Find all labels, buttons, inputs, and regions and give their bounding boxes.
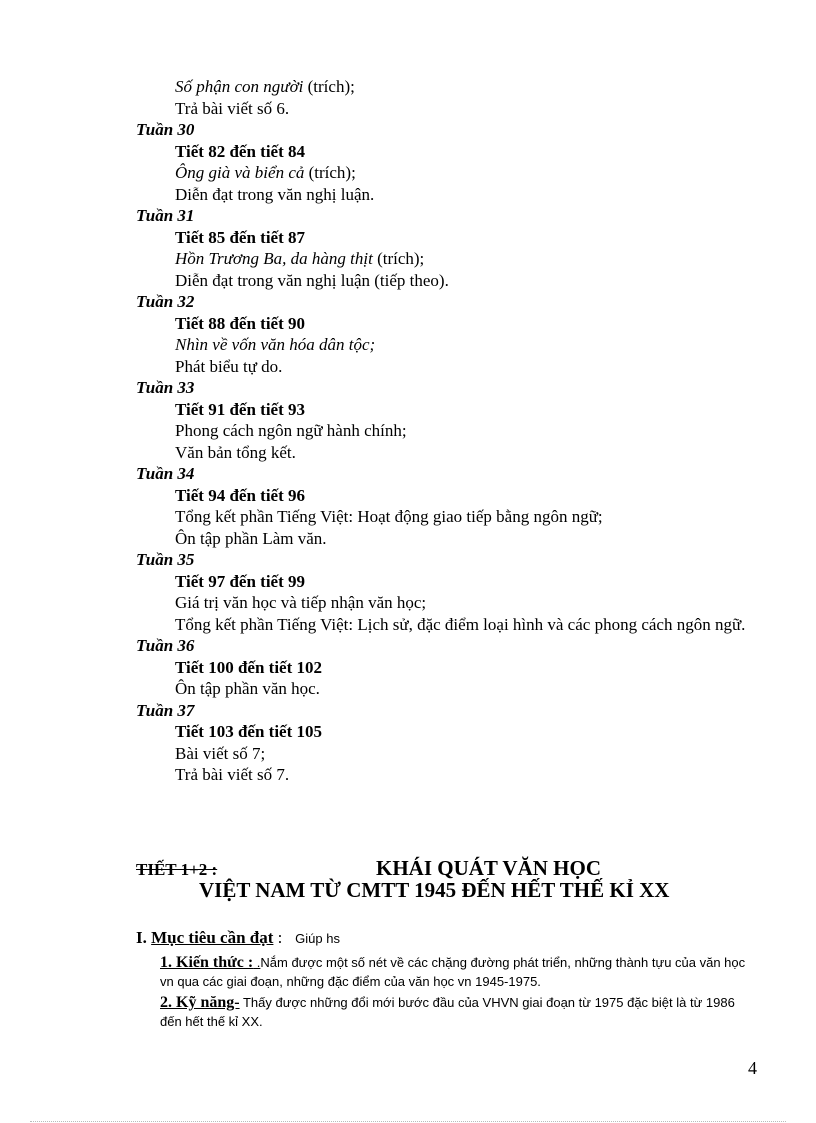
work-note: (trích); [304,163,356,182]
schedule-item: Trả bài viết số 7. [175,765,290,784]
work-title: Hồn Trương Ba, da hàng thịt [175,249,373,268]
schedule-item: Giá trị văn học và tiếp nhận văn học; [175,593,427,612]
lesson-range: Tiết 82 đến tiết 84 [175,141,306,161]
lesson-range: Tiết 88 đến tiết 90 [175,313,306,333]
skill-paragraph [136,993,750,1031]
work-note: (trích); [372,249,425,268]
schedule-item: Văn bản tổng kết. [175,442,296,462]
schedule-item: Ôn tập phần Làm văn. [175,528,327,548]
heading-tail: Giúp hs [295,931,340,946]
work-title: Nhìn về vốn văn hóa dân tộc; [175,335,376,354]
section-number: I. [136,928,152,947]
intro-item: Trả bài viết số 6. [175,98,290,118]
page-number: 4 [748,1058,757,1078]
week-heading: Tuần 33 [136,378,195,397]
work-line [136,334,756,356]
lesson-range: Tiết 85 đến tiết 87 [175,227,306,247]
page-bottom-divider [30,1121,786,1122]
week-heading: Tuần 36 [136,636,195,655]
knowledge-paragraph [136,953,750,991]
work-title: Ông già và biển cả [175,163,305,182]
schedule-item: Diễn đạt trong văn nghị luận. [175,184,375,204]
knowledge-gap: . [253,955,261,970]
lesson-range: Tiết 94 đến tiết 96 [175,485,306,505]
week-heading: Tuần 31 [136,206,195,225]
skill-label: 2. Kỹ năng- [160,994,240,1011]
lesson-range: Tiết 103 đến tiết 105 [175,722,323,741]
objectives-heading [136,928,736,949]
schedule-item: Ôn tập phần văn học. [175,679,320,698]
schedule-list [136,76,756,786]
schedule-item: Tổng kết phần Tiếng Việt: Hoạt động giao tiếp bằng ngôn ngữ; [175,507,603,526]
lesson-title-line-1: KHÁI QUÁT VĂN HỌC [376,856,602,880]
week-heading: Tuần 37 [136,700,195,720]
week-heading: Tuần 30 [136,120,195,139]
schedule-item: Bài viết số 7; [175,743,266,763]
schedule-item: Diễn đạt trong văn nghị luận (tiếp theo). [175,270,449,290]
skill-text: Thấy được những đổi mới bước đầu của VHVN giai đoạn từ 1975 đặc biệt là từ 1986 đến hết thế kỉ XX. [160,995,735,1029]
knowledge-label: 1. Kiến thức : [160,954,254,971]
heading-colon: : [273,928,283,947]
lesson-range: Tiết 91 đến tiết 93 [175,399,306,419]
week-heading: Tuần 32 [136,292,195,311]
lesson-header [136,856,756,906]
schedule-item: Tổng kết phần Tiếng Việt: Lịch sử, đặc điểm loại hình và các phong cách ngôn ngữ. [175,614,746,634]
schedule-item: Phong cách ngôn ngữ hành chính; [175,421,407,440]
lesson-range: Tiết 100 đến tiết 102 [175,657,323,677]
schedule-item: Phát biểu tự do. [175,356,283,376]
work-title: Số phận con người [175,77,304,96]
work-line [136,162,756,184]
week-heading: Tuần 34 [136,464,195,483]
lesson-label: TIẾT 1+2 : [136,860,218,879]
objectives-section [136,928,746,1031]
intro-title-line [136,76,756,98]
knowledge-text: Nắm được một số nét về các chặng đường phát triển, những thành tựu của văn học vn qua các giai đoạn, những đặc điểm của văn học vn 1945-1975. [160,955,746,989]
lesson-range: Tiết 97 đến tiết 99 [175,571,306,591]
work-line [136,248,756,270]
week-heading: Tuần 35 [136,550,195,569]
objectives-heading-text: Mục tiêu cần đạt [151,928,274,947]
lesson-title-line-2: VIỆT NAM TỪ CMTT 1945 ĐẾN HẾT THẾ KỈ XX [199,878,670,902]
work-note: (trích); [303,77,355,96]
